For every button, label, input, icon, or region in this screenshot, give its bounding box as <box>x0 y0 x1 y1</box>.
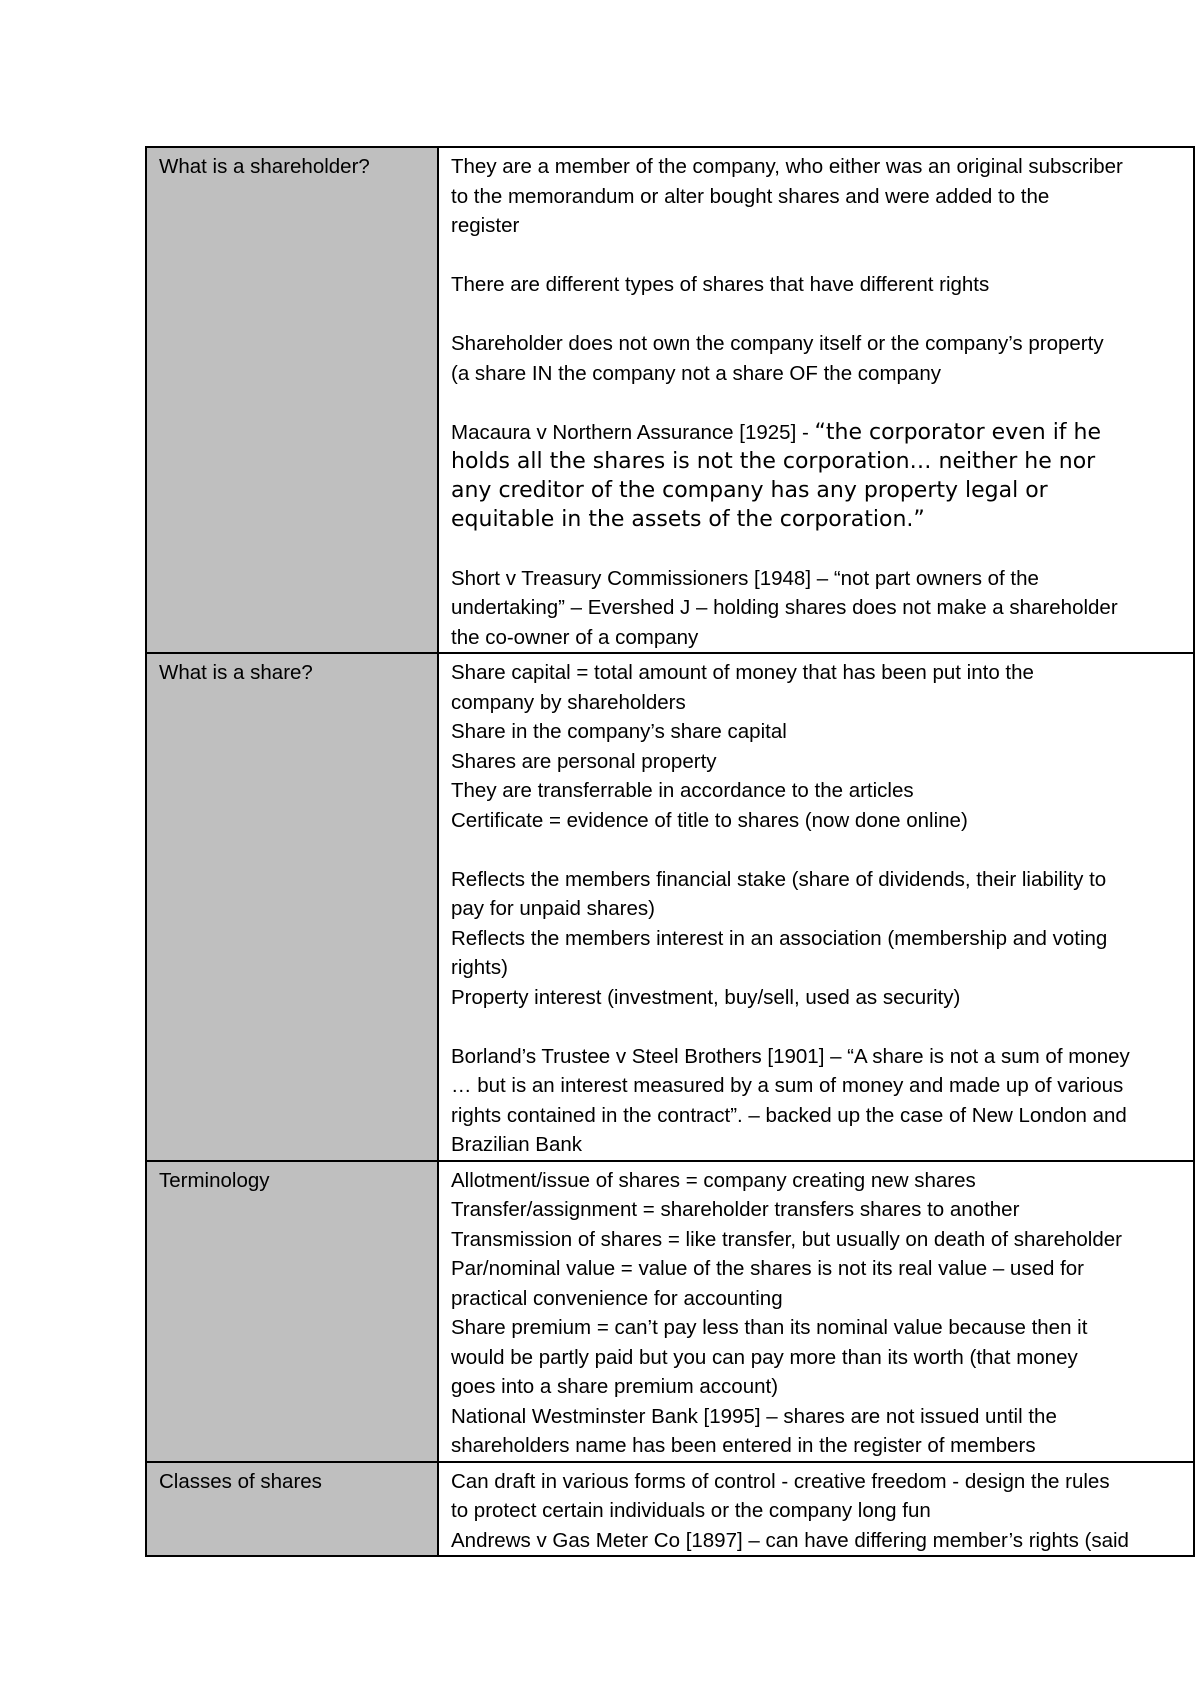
text-line: to the memorandum or alter bought shares and were added to the <box>451 184 1050 208</box>
notes-table <box>145 146 1195 1557</box>
text-line: Share in the company’s share capital <box>451 720 787 743</box>
text-line: Brazilian Bank <box>451 1133 583 1156</box>
text-line: Reflects the members interest in an association (membership and voting <box>451 926 1108 950</box>
table-row <box>146 1161 1194 1462</box>
quote-line: holds all the shares is not the corporation… neither he nor <box>451 449 1096 474</box>
text-line: register <box>451 214 520 237</box>
case-quote-line <box>451 418 1185 448</box>
text-line: There are different types of shares that have different rights <box>451 273 990 296</box>
text-line: Allotment/issue of shares = company creating new shares <box>451 1168 976 1192</box>
row-content-cell <box>438 147 1194 653</box>
paragraph-gap <box>451 1012 1185 1042</box>
quote-line: any creditor of the company has any property legal or <box>451 478 1048 503</box>
row-content-cell <box>438 1161 1194 1462</box>
text-line: pay for unpaid shares) <box>451 897 655 920</box>
text-line: Andrews v Gas Meter Co [1897] – can have differing member’s rights (said <box>451 1528 1129 1552</box>
text-line: Property interest (investment, buy/sell, used as security) <box>451 985 961 1009</box>
text-line: Par/nominal value = value of the shares is not its real value – used for <box>451 1257 1085 1280</box>
text-line: Can draft in various forms of control - creative freedom - design the rules <box>451 1469 1110 1493</box>
text-line: Certificate = evidence of title to shares (now done online) <box>451 808 968 832</box>
paragraph-gap <box>451 388 1185 418</box>
text-line: Transfer/assignment = shareholder transfers shares to another <box>451 1198 1020 1221</box>
text-line: (a share IN the company not a share OF the company <box>451 361 941 385</box>
row-content-cell <box>438 653 1194 1161</box>
paragraph-gap <box>451 241 1185 271</box>
paragraph-gap <box>451 534 1185 564</box>
paragraph-gap <box>451 300 1185 330</box>
case-citation: Macaura v Northern Assurance [1925] - <box>451 420 815 444</box>
text-line: Reflects the members financial stake (share of dividends, their liability to <box>451 867 1107 891</box>
text-line: They are a member of the company, who either was an original subscriber <box>451 155 1123 178</box>
row-heading: Terminology <box>159 1168 270 1192</box>
table-row <box>146 1462 1194 1557</box>
case-quote: “the corporator even if he <box>814 419 1102 445</box>
quote-line: equitable in the assets of the corporation.” <box>451 507 925 532</box>
table-row <box>146 653 1194 1161</box>
text-line: Shareholder does not own the company itself or the company’s property <box>451 332 1104 355</box>
row-heading: What is a shareholder? <box>159 155 370 178</box>
text-line: practical convenience for accounting <box>451 1286 783 1310</box>
row-heading: Classes of shares <box>159 1469 322 1493</box>
text-line: National Westminster Bank [1995] – shares are not issued until the <box>451 1404 1057 1428</box>
text-line: Share premium = can’t pay less than its nominal value because then it <box>451 1316 1088 1339</box>
row-heading-cell <box>146 1161 438 1462</box>
text-line: Shares are personal property <box>451 749 717 773</box>
text-line: Share capital = total amount of money that has been put into the <box>451 661 1034 684</box>
text-line: … but is an interest measured by a sum of money and made up of various <box>451 1074 1124 1097</box>
text-line: rights contained in the contract”. – backed up the case of New London and <box>451 1103 1127 1127</box>
paragraph-gap <box>451 835 1185 865</box>
text-line: Borland’s Trustee v Steel Brothers [1901] – “A share is not a sum of money <box>451 1044 1130 1068</box>
text-line: rights) <box>451 956 508 979</box>
row-heading: What is a share? <box>159 661 313 684</box>
row-heading-cell <box>146 1462 438 1557</box>
text-line: company by shareholders <box>451 690 686 714</box>
text-line: goes into a share premium account) <box>451 1375 779 1398</box>
text-line: would be partly paid but you can pay more than its worth (that money <box>451 1345 1078 1369</box>
text-line: They are transferrable in accordance to the articles <box>451 779 914 802</box>
text-line: Transmission of shares = like transfer, but usually on death of shareholder <box>451 1227 1122 1251</box>
text-line: the co-owner of a company <box>451 625 699 649</box>
text-line: shareholders name has been entered in the register of members <box>451 1434 1036 1457</box>
table-row <box>146 147 1194 653</box>
text-line: Short v Treasury Commissioners [1948] – “not part owners of the <box>451 566 1039 590</box>
row-heading-cell <box>146 147 438 653</box>
row-heading-cell <box>146 653 438 1161</box>
text-line: undertaking” – Evershed J – holding shares does not make a shareholder <box>451 596 1118 619</box>
text-line: to protect certain individuals or the company long fun <box>451 1499 931 1522</box>
row-content-cell <box>438 1462 1194 1557</box>
